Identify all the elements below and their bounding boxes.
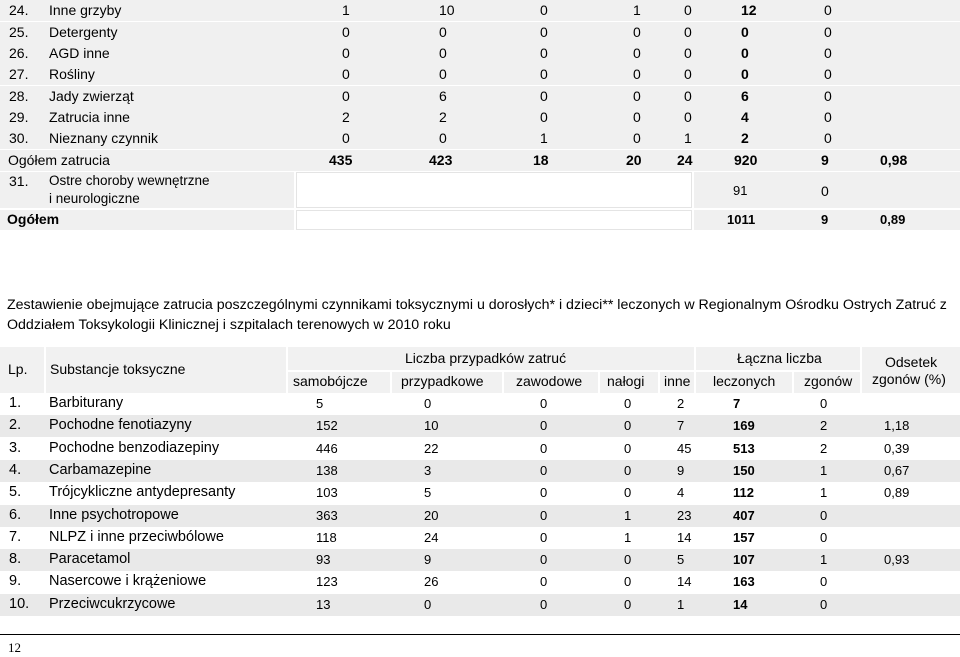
row-treated-total: 2: [741, 130, 749, 146]
row-death-rate: 0,67: [884, 462, 910, 478]
row-value: 0: [624, 596, 632, 612]
row-value: 0: [342, 24, 350, 40]
row-value: 0: [342, 45, 350, 61]
total-poisoning-z: 9: [821, 152, 829, 168]
row-value: 1: [540, 130, 548, 146]
row-lp: 9.: [9, 573, 22, 590]
row-value: 0: [633, 130, 641, 146]
header-treated: leczonych: [713, 373, 776, 389]
row-value: 0: [540, 109, 548, 125]
row-lp: 25.: [9, 24, 29, 40]
total-poisoning-label: Ogółem zatrucia: [8, 152, 110, 168]
grand-total-deaths: 9: [821, 212, 829, 227]
row-treated-total: 407: [733, 507, 755, 523]
row-value: 138: [316, 462, 338, 478]
row-deaths: 0: [820, 529, 828, 545]
row-name: Detergenty: [49, 24, 118, 40]
row-value: 0: [342, 130, 350, 146]
row-value: 14: [677, 574, 692, 590]
row-value: 363: [316, 507, 338, 523]
row-lp: 28.: [9, 88, 29, 104]
header-lp: Lp.: [8, 361, 28, 377]
row-substance: Inne psychotropowe: [49, 506, 179, 523]
total-poisoning-value: 24: [677, 152, 693, 168]
row-name: Inne grzyby: [49, 2, 122, 18]
header-substance: Substancje toksyczne: [50, 361, 186, 377]
total-poisoning-l: 920: [734, 152, 758, 168]
row-treated-total: 12: [741, 2, 757, 18]
table-row: [0, 594, 960, 616]
row-name: Zatrucia inne: [49, 109, 130, 125]
row-deaths: 1: [820, 552, 828, 568]
row-value: 103: [316, 485, 338, 501]
row-deaths: 0: [820, 574, 828, 590]
row-value: 0: [540, 418, 548, 434]
header-total-group: Łączna liczba: [737, 350, 822, 366]
row-treated-total: 91: [733, 183, 748, 198]
table-row: [0, 460, 960, 482]
total-poisoning-o: 0,98: [880, 152, 908, 168]
row-value: 14: [677, 529, 692, 545]
row-treated-total: 7: [733, 396, 741, 411]
row-value: 0: [342, 88, 350, 104]
row-treated-total: 513: [733, 440, 755, 456]
row-deaths: 1: [820, 462, 828, 478]
row-value: 0: [624, 440, 632, 456]
row-value: 13: [316, 596, 331, 612]
row-value: 0: [624, 552, 632, 568]
row-lp: 31.: [9, 173, 29, 189]
row-lp: 2.: [9, 417, 22, 434]
row-value: 5: [424, 485, 432, 501]
row-value: 0: [624, 462, 632, 478]
row-lp: 6.: [9, 506, 22, 523]
top-table-row: [0, 43, 960, 64]
row-lp: 29.: [9, 109, 29, 125]
row-value: 0: [684, 2, 692, 18]
row-lp: 27.: [9, 66, 29, 82]
row-value: 0: [439, 66, 447, 82]
row-value: 0: [540, 574, 548, 590]
row-value: 0: [633, 88, 641, 104]
header-suicidal: samobójcze: [293, 373, 368, 389]
row-substance: Carbamazepine: [49, 461, 152, 478]
row-substance: Nasercowe i krążeniowe: [49, 573, 207, 590]
total-poisoning-row: [0, 150, 960, 171]
row-treated-total: 0: [741, 24, 749, 40]
row-value: 0: [540, 66, 548, 82]
row-death-rate: 0,89: [884, 485, 910, 501]
top-table-row: [0, 86, 960, 107]
row-value: 0: [633, 66, 641, 82]
header-rate-line1: Odsetek: [885, 354, 938, 370]
row-substance: Paracetamol: [49, 551, 131, 568]
row-value: 0: [540, 2, 548, 18]
grand-total-rate: 0,89: [880, 212, 906, 227]
total-poisoning-value: 20: [626, 152, 642, 168]
grand-total-label: Ogółem: [7, 211, 60, 227]
row-value: 0: [684, 66, 692, 82]
row-value: 4: [677, 485, 685, 501]
row-substance: Pochodne fenotiazyny: [49, 417, 192, 434]
table-row: [0, 527, 960, 549]
page-number: 12: [8, 640, 21, 655]
total-poisoning-value: 18: [533, 152, 549, 168]
top-table-row: [0, 22, 960, 43]
row-value: 0: [624, 574, 632, 590]
row-lp: 7.: [9, 528, 22, 545]
header-cases-group: Liczba przypadków zatruć: [405, 350, 567, 366]
row-value: 93: [316, 552, 331, 568]
row-substance: Przeciwcukrzycowe: [49, 595, 176, 612]
row-treated-total: 6: [741, 88, 749, 104]
row-value: 3: [424, 462, 432, 478]
row-value: 1: [633, 2, 641, 18]
row-value: 5: [316, 396, 324, 411]
row-value: 0: [342, 66, 350, 82]
row-value: 0: [540, 88, 548, 104]
table-caption: Zestawienie obejmujące zatrucia poszczególnymi czynnikami toksycznymi u dorosłych* i dzieci** leczonych w Regionalnym Ośrodku Ostrych Zatruć z Oddziałem Toksykologii Klinicznej i szpitalach terenowych w 2010 roku: [7, 297, 947, 333]
row-value: 0: [424, 396, 432, 411]
row-name: AGD inne: [49, 45, 110, 61]
row-value: 152: [316, 418, 338, 434]
row-deaths: 0: [824, 88, 832, 104]
grand-total-row: [0, 210, 960, 230]
row-value: 0: [540, 485, 548, 501]
row-treated-total: 112: [733, 485, 754, 501]
row-value: 0: [540, 462, 548, 478]
header-other: inne: [664, 373, 691, 389]
row-value: 0: [540, 596, 548, 612]
row-value: 22: [424, 440, 439, 456]
row-deaths: 0: [824, 2, 832, 18]
row-value: 0: [633, 109, 641, 125]
row-deaths: 0: [820, 596, 828, 612]
table-row: [0, 505, 960, 527]
row-lp: 5.: [9, 484, 22, 501]
row-value: 0: [540, 529, 548, 545]
header-rate-line2: zgonów (%): [872, 371, 946, 387]
row-substance: Trójcykliczne antydepresanty: [49, 484, 236, 501]
row-value: 1: [677, 596, 685, 612]
row-value: 1: [684, 130, 692, 146]
row-value: 2: [677, 396, 685, 411]
grand-total-treated: 1011: [727, 212, 756, 227]
row-value: 0: [439, 130, 447, 146]
row-value: 0: [633, 45, 641, 61]
row-value: 10: [424, 418, 439, 434]
row-value: 9: [424, 552, 432, 568]
total-poisoning-value: 423: [429, 152, 453, 168]
row-value: 0: [540, 440, 548, 456]
row-death-rate: 0,39: [884, 440, 910, 456]
row-deaths: 0: [824, 24, 832, 40]
row-deaths: 0: [824, 45, 832, 61]
row-treated-total: 157: [733, 529, 755, 545]
top-table-row: [0, 107, 960, 128]
row-value: 9: [677, 462, 685, 478]
table-row: [0, 549, 960, 571]
row-deaths: 0: [820, 396, 828, 411]
row-lp: 10.: [9, 595, 30, 612]
row-lp: 24.: [9, 2, 29, 18]
total-poisoning-value: 435: [329, 152, 353, 168]
row-treated-total: 0: [741, 66, 749, 82]
row-death-rate: 1,18: [884, 418, 910, 434]
row-value: 118: [316, 529, 337, 545]
row-substance: Barbiturany: [49, 395, 124, 411]
row-value: 2: [342, 109, 350, 125]
table-row: [0, 393, 960, 415]
row-name-line1: Ostre choroby wewnętrzne: [49, 173, 210, 188]
row-value: 0: [684, 88, 692, 104]
row-lp: 8.: [9, 551, 22, 568]
top-table-row: [0, 64, 960, 85]
row-value: 6: [439, 88, 447, 104]
row-value: 0: [684, 24, 692, 40]
header-deaths: zgonów: [804, 373, 853, 389]
header-occupational: zawodowe: [516, 373, 583, 389]
row-value: 5: [677, 552, 685, 568]
row-value: 0: [624, 396, 632, 411]
row-treated-total: 0: [741, 45, 749, 61]
row-name-line2: i neurologiczne: [49, 191, 140, 206]
row-deaths: 2: [820, 418, 828, 434]
table-row: [0, 415, 960, 437]
row-value: 0: [424, 596, 432, 612]
page-footer-rule: [0, 634, 960, 635]
table-row: [0, 438, 960, 460]
row-value: 23: [677, 507, 692, 523]
row-value: 45: [677, 440, 692, 456]
row-value: 2: [439, 109, 447, 125]
row-deaths: 0: [824, 66, 832, 82]
row-substance: NLPZ i inne przeciwbólowe: [49, 528, 224, 545]
row-value: 0: [624, 418, 632, 434]
table2-header: [0, 347, 960, 393]
row-name: Nieznany czynnik: [49, 130, 158, 146]
row-value: 24: [424, 529, 439, 545]
header-accidental: przypadkowe: [401, 373, 484, 389]
row-name: Jady zwierząt: [49, 88, 134, 104]
row-value: 1: [624, 507, 632, 523]
row-value: 26: [424, 574, 439, 590]
row-treated-total: 4: [741, 109, 749, 125]
row-treated-total: 14: [733, 596, 748, 612]
row-value: 0: [439, 24, 447, 40]
row-deaths: 0: [824, 130, 832, 146]
row-value: 0: [624, 485, 632, 501]
row-name: Rośliny: [49, 66, 95, 82]
row-substance: Pochodne benzodiazepiny: [49, 439, 220, 456]
row-treated-total: 107: [733, 552, 755, 568]
row-death-rate: 0,93: [884, 552, 910, 568]
chronic-disease-row: [0, 172, 960, 208]
row-value: 446: [316, 440, 338, 456]
row-deaths: 1: [820, 485, 828, 501]
row-value: 0: [540, 552, 548, 568]
top-table-row: [0, 128, 960, 149]
row-deaths: 0: [820, 507, 828, 523]
row-value: 10: [439, 2, 455, 18]
row-lp: 26.: [9, 45, 29, 61]
row-lp: 30.: [9, 130, 29, 146]
row-value: 0: [540, 45, 548, 61]
row-value: 0: [540, 396, 548, 411]
row-value: 0: [540, 24, 548, 40]
row-value: 0: [540, 507, 548, 523]
row-value: 0: [684, 45, 692, 61]
row-value: 123: [316, 574, 338, 590]
row-value: 1: [342, 2, 350, 18]
top-table-row: [0, 0, 960, 21]
row-deaths: 0: [821, 183, 829, 199]
header-addiction: nałogi: [607, 373, 645, 389]
row-value: 1: [624, 529, 632, 545]
row-lp: 1.: [9, 395, 22, 411]
row-treated-total: 169: [733, 418, 755, 434]
row-value: 0: [439, 45, 447, 61]
row-value: 0: [633, 24, 641, 40]
row-value: 20: [424, 507, 439, 523]
row-deaths: 2: [820, 440, 828, 456]
row-treated-total: 163: [733, 574, 755, 590]
row-lp: 3.: [9, 439, 22, 456]
row-value: 7: [677, 418, 685, 434]
table-row: [0, 482, 960, 504]
row-value: 0: [684, 109, 692, 125]
row-lp: 4.: [9, 461, 22, 478]
table-row: [0, 571, 960, 593]
row-deaths: 0: [824, 109, 832, 125]
row-treated-total: 150: [733, 462, 755, 478]
